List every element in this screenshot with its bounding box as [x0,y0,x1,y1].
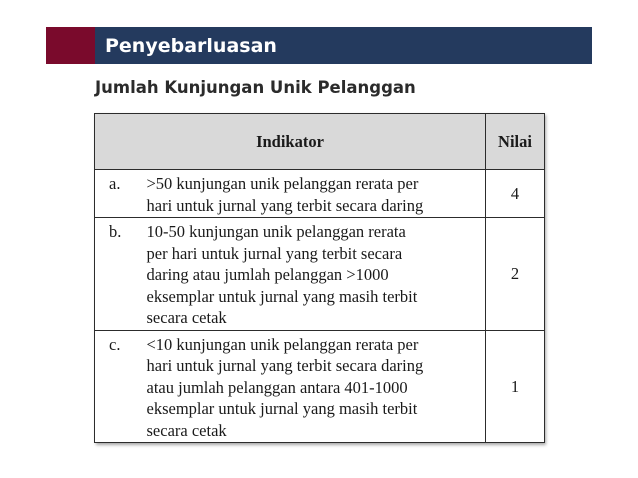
indicator-line: daring atau jumlah pelanggan >1000 [146,265,389,284]
row-value: 1 [486,330,545,443]
indicator-line: eksemplar untuk jurnal yang masih terbit [146,399,418,418]
indicator-table-container [94,113,544,443]
header-accent-block [46,27,95,64]
slide-subtitle: Jumlah Kunjungan Unik Pelanggan [95,78,416,97]
indicator-line: secara cetak [146,420,227,440]
indicator-line: secara cetak [146,308,227,327]
row-indicator-text [139,218,486,331]
indicator-line: eksemplar untuk jurnal yang masih terbit [146,286,418,306]
indicator-table [94,113,545,443]
row-letter: c. [95,330,139,443]
row-value: 4 [486,170,545,218]
row-value: 2 [486,218,545,331]
column-header-indikator: Indikator [95,114,486,170]
indicator-line: >50 kunjungan unik pelanggan rerata per [146,174,419,193]
indicator-line: atau jumlah pelanggan antara 401-1000 [146,377,408,397]
table-header-row [95,114,545,170]
table-row [95,170,545,218]
slide-title: Penyebarluasan [105,34,277,57]
row-letter: b. [95,218,139,331]
indicator-line: hari untuk jurnal yang terbit secara daring [146,195,424,215]
indicator-line: 10-50 kunjungan unik pelanggan rerata [146,222,406,241]
indicator-line: <10 kunjungan unik pelanggan rerata per [146,334,419,354]
header-bar [95,27,592,64]
table-row [95,218,545,331]
row-letter: a. [95,170,139,218]
indicator-line: per hari untuk jurnal yang terbit secara [146,243,403,263]
row-indicator-text [139,170,486,218]
table-row [95,330,545,443]
row-indicator-text [139,330,486,443]
indicator-line: hari untuk jurnal yang terbit secara daring [146,356,424,375]
column-header-nilai: Nilai [486,114,545,170]
